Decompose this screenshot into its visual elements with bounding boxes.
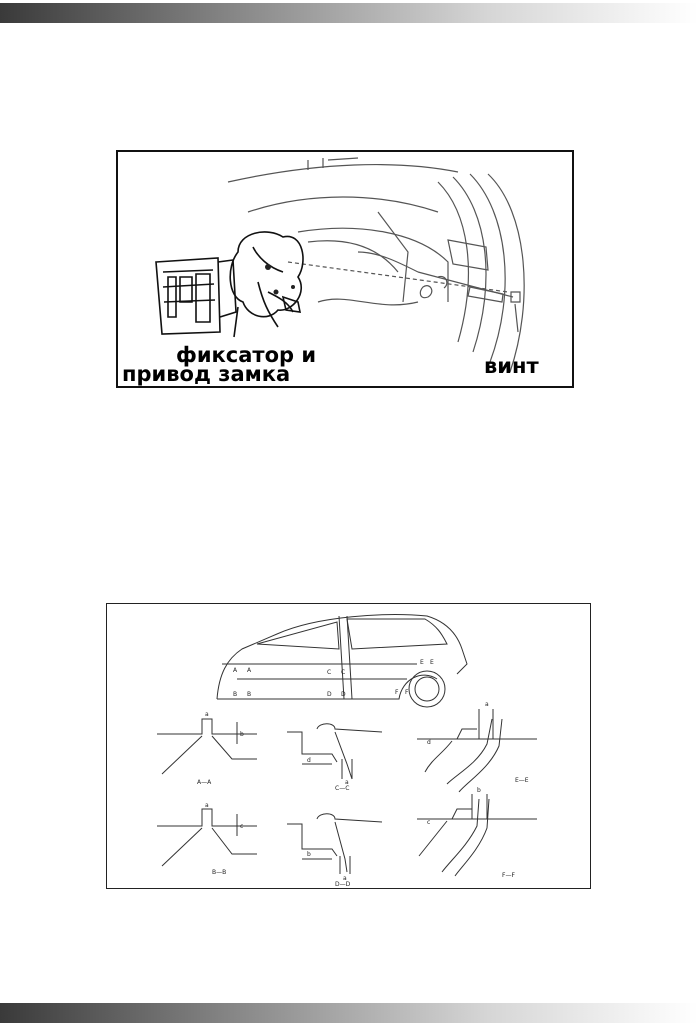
svg-text:B: B xyxy=(247,691,252,698)
svg-text:b: b xyxy=(477,787,481,794)
svg-text:F: F xyxy=(395,689,399,696)
svg-text:c: c xyxy=(427,819,431,826)
svg-text:b: b xyxy=(307,851,311,858)
svg-text:a: a xyxy=(343,875,347,882)
section-label-cc: C—C xyxy=(335,785,350,792)
footer-gradient-bar xyxy=(0,1003,698,1023)
svg-text:a: a xyxy=(205,711,209,718)
lock-actuator-figure xyxy=(116,150,574,388)
label-lock-line2: привод замка xyxy=(122,362,291,386)
svg-text:c: c xyxy=(240,823,244,830)
section-label-dd: D—D xyxy=(335,881,351,888)
svg-text:B: B xyxy=(233,691,238,698)
svg-text:D: D xyxy=(341,691,346,698)
door-gap-drawing xyxy=(107,604,590,888)
label-lock-line1: фиксатор и xyxy=(176,343,317,367)
section-label-bb: B—B xyxy=(212,869,227,876)
section-label-aa: A—A xyxy=(197,779,212,786)
svg-text:a: a xyxy=(205,802,209,809)
section-bb-drawing xyxy=(157,809,257,866)
section-label-ff: F—F xyxy=(502,872,515,879)
section-label-ee: E—E xyxy=(515,777,529,784)
svg-text:C: C xyxy=(327,669,332,676)
svg-text:E: E xyxy=(430,659,434,666)
door-gap-figure xyxy=(106,603,591,889)
svg-text:A: A xyxy=(233,667,238,674)
section-ff-drawing xyxy=(417,794,537,876)
svg-text:E: E xyxy=(420,659,424,666)
svg-text:d: d xyxy=(307,757,311,764)
label-screw: винт xyxy=(484,354,539,378)
svg-text:F: F xyxy=(405,689,409,696)
section-dd-drawing xyxy=(287,814,382,874)
svg-text:A: A xyxy=(247,667,252,674)
svg-text:a: a xyxy=(485,701,489,708)
section-cc-drawing xyxy=(287,724,382,779)
svg-text:D: D xyxy=(327,691,332,698)
svg-text:b: b xyxy=(240,731,244,738)
svg-text:C: C xyxy=(341,669,346,676)
header-gradient-bar xyxy=(0,3,698,23)
section-aa-drawing xyxy=(157,719,257,774)
svg-text:a: a xyxy=(345,779,349,786)
svg-text:d: d xyxy=(427,739,431,746)
